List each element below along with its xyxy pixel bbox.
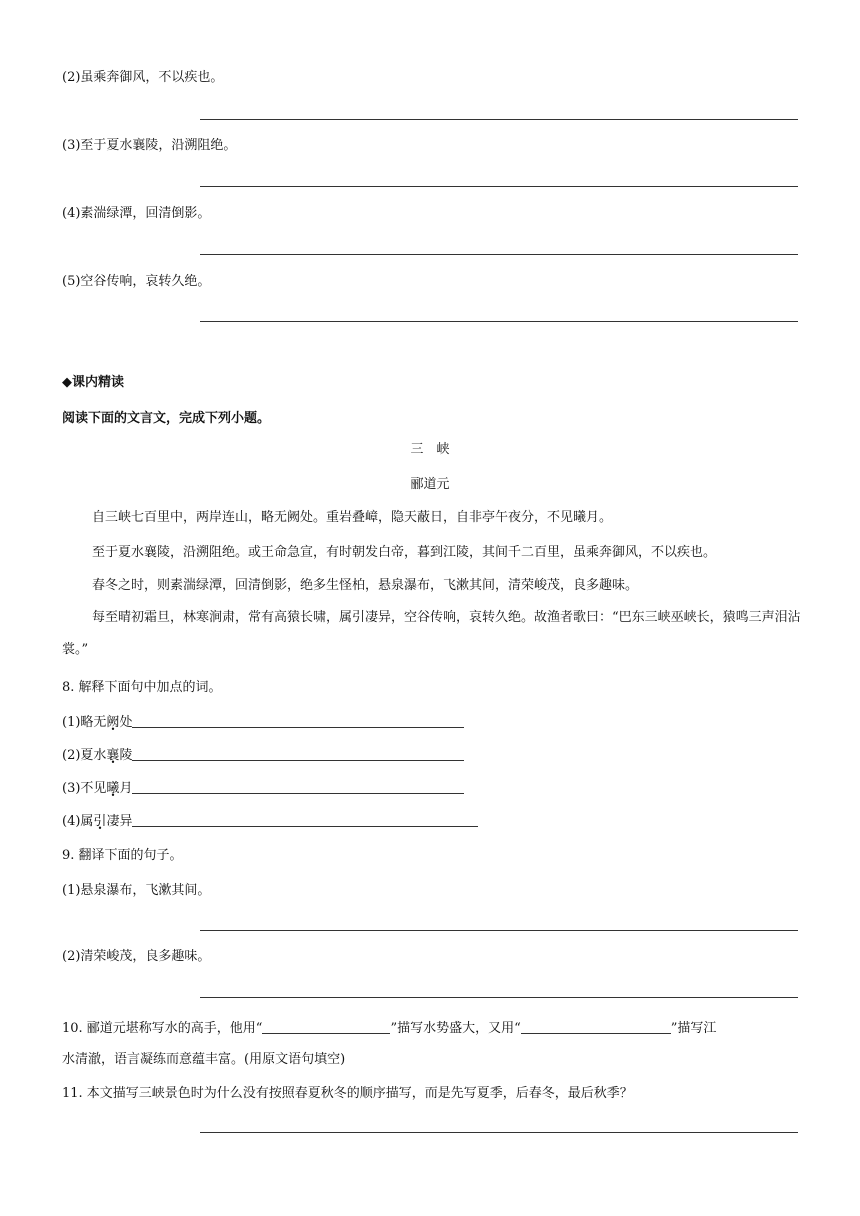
top-item-4: (4)素湍绿潭，回清倒影。 [62, 206, 211, 221]
q10-blank-2[interactable] [521, 1019, 671, 1034]
q9-stem: 9. 翻译下面的句子。 [62, 848, 183, 863]
q8-stem: 8. 解释下面句中加点的词。 [62, 680, 222, 695]
passage-paragraph-3: 春冬之时，则素湍绿潭，回清倒影，绝多生怪柏，悬泉瀑布，飞漱其间，清荣峻茂，良多趣味。 [92, 578, 639, 593]
q8-item-prefix: (4)属 [62, 814, 94, 829]
passage-author: 郦道元 [410, 477, 450, 492]
instruction: 阅读下面的文言文，完成下列小题。 [62, 411, 271, 426]
passage-paragraph-2: 至于夏水襄陵，沿溯阻绝。或王命急宣，有时朝发白帝，暮到江陵，其间千二百里，虽乘奔御风，不以疾也。 [92, 545, 717, 560]
dotted-word: 阙 [106, 715, 120, 730]
section-title: ◆课内精读 [62, 375, 124, 390]
q10-blank-1[interactable] [262, 1019, 390, 1034]
q8-blank[interactable] [132, 713, 464, 728]
q10-line-1 [62, 1019, 716, 1038]
q8-item-suffix: 凄异 [106, 814, 133, 829]
answer-line[interactable] [200, 254, 798, 255]
q8-blank[interactable] [132, 746, 464, 761]
q8-item-suffix: 月 [119, 781, 133, 796]
answer-line[interactable] [200, 321, 798, 322]
q10-text-part3: ”描写江 [670, 1021, 717, 1036]
q10-text-part1: 10. 郦道元堪称写水的高手，他用“ [62, 1021, 263, 1036]
dotted-word: 引 [93, 814, 107, 829]
q8-item-4 [62, 812, 478, 831]
passage-paragraph-4: 每至晴初霜旦，林寒涧肃，常有高猿长啸，属引凄异，空谷传响，哀转久绝。故渔者歌曰：“巴东三峡巫峡长，猿鸣三声泪沾裳。” [62, 610, 801, 657]
passage-title: 三 峡 [410, 442, 450, 457]
q8-item-3 [62, 779, 464, 798]
answer-line[interactable] [200, 997, 798, 998]
q11-stem: 11. 本文描写三峡景色时为什么没有按照春夏秋冬的顺序描写，而是先写夏季，后春冬，最后秋季？ [62, 1086, 633, 1101]
passage-paragraph-1: 自三峡七百里中，两岸连山，略无阙处。重岩叠嶂，隐天蔽日，自非亭午夜分，不见曦月。 [92, 510, 613, 525]
q8-blank[interactable] [132, 812, 478, 827]
answer-line[interactable] [200, 930, 798, 931]
dotted-word: 襄 [106, 748, 120, 763]
top-item-3: (3)至于夏水襄陵，沿溯阻绝。 [62, 138, 237, 153]
q8-item-suffix: 陵 [119, 748, 133, 763]
q8-item-prefix: (3)不见 [62, 781, 107, 796]
q8-blank[interactable] [132, 779, 464, 794]
q8-item-prefix: (1)略无 [62, 715, 107, 730]
top-item-5: (5)空谷传响，哀转久绝。 [62, 274, 211, 289]
answer-line[interactable] [200, 186, 798, 187]
dotted-word: 曦 [106, 781, 120, 796]
q8-item-prefix: (2)夏水 [62, 748, 107, 763]
answer-line[interactable] [200, 1132, 798, 1133]
q10-line-2: 水清澈，语言凝练而意蕴丰富。(用原文语句填空) [62, 1052, 346, 1067]
q10-text-part2: ”描写水势盛大，又用“ [390, 1021, 521, 1036]
q8-item-suffix: 处 [119, 715, 133, 730]
q9-item-1: (1)悬泉瀑布，飞漱其间。 [62, 883, 211, 898]
top-item-2: (2)虽乘奔御风，不以疾也。 [62, 70, 224, 85]
q8-item-2 [62, 746, 464, 765]
q9-item-2: (2)清荣峻茂，良多趣味。 [62, 949, 211, 964]
answer-line[interactable] [200, 119, 798, 120]
q8-item-1 [62, 713, 464, 732]
